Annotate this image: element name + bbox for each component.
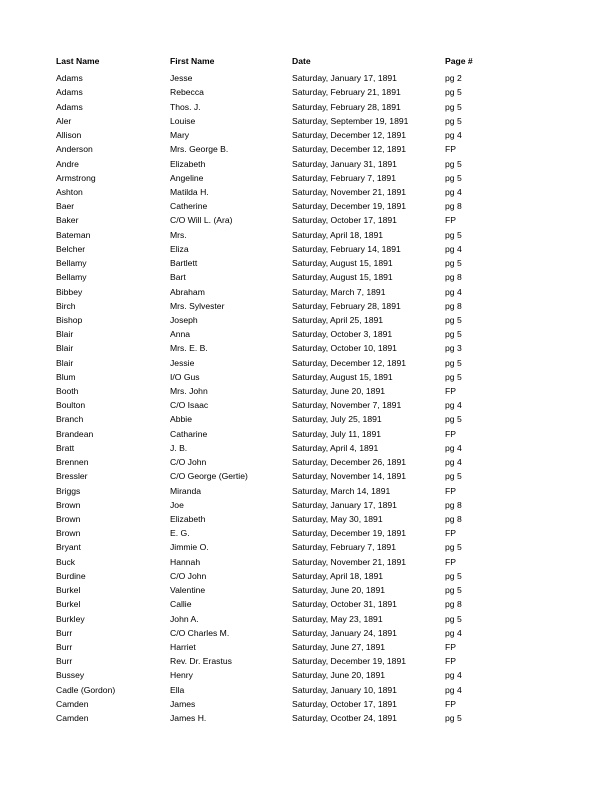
table-row	[56, 100, 556, 114]
cell-last-name: Bussey	[56, 670, 85, 681]
cell-page-number: pg 8	[445, 599, 462, 610]
table-row	[56, 654, 556, 668]
cell-last-name: Brown	[56, 528, 81, 539]
cell-first-name: Elizabeth	[170, 158, 206, 169]
column-header-first-name: First Name	[170, 56, 215, 66]
cell-first-name: James	[170, 698, 196, 709]
cell-first-name: Louise	[170, 115, 196, 126]
table-row	[56, 683, 556, 697]
cell-date: Saturday, July 11, 1891	[292, 428, 382, 439]
cell-date: Saturday, April 25, 1891	[292, 314, 384, 325]
cell-last-name: Bellamy	[56, 258, 87, 269]
cell-date: Saturday, June 27, 1891	[292, 641, 386, 652]
cell-page-number: FP	[445, 656, 456, 667]
cell-date: Saturday, October 17, 1891	[292, 215, 397, 226]
cell-date: Saturday, February 7, 1891	[292, 542, 396, 553]
cell-date: Saturday, November 21, 1891	[292, 186, 407, 197]
cell-last-name: Camden	[56, 713, 89, 724]
table-row	[56, 597, 556, 611]
cell-date: Saturday, June 20, 1891	[292, 585, 386, 596]
cell-first-name: Mrs.	[170, 229, 187, 240]
cell-first-name: C/O John	[170, 457, 207, 468]
cell-page-number: FP	[445, 215, 456, 226]
cell-first-name: C/O Charles M.	[170, 627, 230, 638]
table-row	[56, 697, 556, 711]
cell-last-name: Brennen	[56, 457, 89, 468]
cell-last-name: Adams	[56, 73, 83, 84]
cell-date: Saturday, Ocotber 24, 1891	[292, 713, 397, 724]
cell-first-name: Abbie	[170, 414, 192, 425]
cell-last-name: Branch	[56, 414, 84, 425]
cell-first-name: James H.	[170, 713, 207, 724]
cell-last-name: Brandean	[56, 428, 94, 439]
cell-last-name: Booth	[56, 386, 79, 397]
cell-date: Saturday, November 7, 1891	[292, 400, 402, 411]
cell-last-name: Blum	[56, 371, 76, 382]
cell-last-name: Armstrong	[56, 172, 96, 183]
table-row	[56, 213, 556, 227]
cell-first-name: Elizabeth	[170, 514, 206, 524]
cell-last-name: Briggs	[56, 485, 81, 496]
table-row	[56, 256, 556, 270]
cell-date: Saturday, January 31, 1891	[292, 158, 397, 169]
cell-page-number: pg 2	[445, 73, 462, 84]
table-row	[56, 313, 556, 327]
cell-page-number: pg 5	[445, 229, 462, 240]
cell-date: Saturday, December 12, 1891	[292, 357, 407, 368]
cell-last-name: Aler	[56, 115, 72, 126]
cell-first-name: Angeline	[170, 172, 204, 183]
cell-date: Saturday, January 24, 1891	[292, 627, 397, 638]
cell-date: Saturday, December 19, 1891	[292, 656, 407, 667]
cell-page-number: pg 4	[445, 442, 462, 453]
table-row	[56, 228, 556, 242]
cell-date: Saturday, March 7, 1891	[292, 286, 386, 297]
cell-first-name: Eliza	[170, 243, 189, 254]
cell-first-name: C/O George (Gertie)	[170, 471, 248, 482]
cell-first-name: Jimmie O.	[170, 542, 209, 553]
cell-date: Saturday, March 14, 1891	[292, 485, 391, 496]
cell-date: Saturday, November 21, 1891	[292, 556, 407, 567]
cell-first-name: Anna	[170, 329, 191, 340]
table-row	[56, 128, 556, 142]
cell-last-name: Baker	[56, 215, 79, 226]
cell-date: Saturday, February 14, 1891	[292, 243, 401, 254]
table-row	[56, 285, 556, 299]
cell-page-number: pg 4	[445, 457, 462, 468]
column-header-page: Page #	[445, 56, 473, 66]
table-row	[56, 270, 556, 284]
cell-last-name: Bratt	[56, 442, 75, 453]
table-row	[56, 71, 556, 85]
cell-date: Saturday, December 19, 1891	[292, 528, 407, 539]
table-header-row	[56, 54, 556, 71]
table-row	[56, 640, 556, 654]
cell-first-name: John A.	[170, 613, 199, 624]
cell-page-number: pg 5	[445, 329, 462, 340]
table-row	[56, 469, 556, 483]
cell-date: Saturday, October 10, 1891	[292, 343, 397, 354]
cell-first-name: Rev. Dr. Erastus	[170, 656, 232, 667]
cell-last-name: Burkel	[56, 599, 81, 610]
cell-page-number: FP	[445, 528, 456, 539]
table-row	[56, 569, 556, 583]
cell-date: Saturday, December 19, 1891	[292, 201, 407, 212]
cell-first-name: Bart	[170, 272, 186, 283]
cell-page-number: pg 3	[445, 343, 462, 354]
cell-last-name: Belcher	[56, 243, 86, 254]
cell-date: Saturday, April 18, 1891	[292, 570, 384, 581]
column-header-date: Date	[292, 56, 311, 66]
cell-page-number: FP	[445, 386, 456, 397]
cell-date: Saturday, May 30, 1891	[292, 514, 383, 524]
cell-date: Saturday, October 3, 1891	[292, 329, 393, 340]
cell-last-name: Bateman	[56, 229, 91, 240]
cell-first-name: Bartlett	[170, 258, 198, 269]
cell-last-name: Burr	[56, 627, 73, 638]
cell-first-name: Henry	[170, 670, 193, 681]
cell-page-number: FP	[445, 485, 456, 496]
table-row	[56, 540, 556, 554]
cell-last-name: Bellamy	[56, 272, 87, 283]
cell-first-name: E. G.	[170, 528, 190, 539]
table-row	[56, 555, 556, 569]
cell-page-number: FP	[445, 144, 456, 155]
cell-date: Saturday, August 15, 1891	[292, 272, 393, 283]
table-row	[56, 114, 556, 128]
cell-page-number: pg 5	[445, 713, 462, 724]
cell-first-name: J. B.	[170, 442, 188, 453]
cell-last-name: Anderson	[56, 144, 93, 155]
cell-page-number: pg 5	[445, 87, 462, 98]
cell-page-number: pg 8	[445, 499, 462, 510]
cell-date: Saturday, February 21, 1891	[292, 87, 401, 98]
table-body	[56, 71, 556, 725]
cell-first-name: Thos. J.	[170, 101, 201, 112]
cell-page-number: FP	[445, 641, 456, 652]
cell-last-name: Bibbey	[56, 286, 83, 297]
cell-last-name: Baer	[56, 201, 75, 212]
cell-date: Saturday, January 10, 1891	[292, 684, 397, 695]
cell-last-name: Burr	[56, 656, 73, 667]
cell-first-name: C/O John	[170, 570, 207, 581]
column-header-last-name: Last Name	[56, 56, 100, 66]
cell-last-name: Camden	[56, 698, 89, 709]
table-row	[56, 498, 556, 512]
index-table	[56, 54, 556, 725]
cell-page-number: pg 8	[445, 201, 462, 212]
cell-last-name: Allison	[56, 130, 82, 141]
cell-date: Saturday, August 15, 1891	[292, 371, 393, 382]
table-row	[56, 185, 556, 199]
table-row	[56, 384, 556, 398]
cell-date: Saturday, July 25, 1891	[292, 414, 382, 425]
cell-first-name: Catherine	[170, 201, 208, 212]
table-row	[56, 142, 556, 156]
cell-page-number: pg 8	[445, 272, 462, 283]
cell-last-name: Burdine	[56, 570, 86, 581]
table-row	[56, 299, 556, 313]
cell-page-number: pg 5	[445, 258, 462, 269]
cell-page-number: pg 5	[445, 585, 462, 596]
cell-date: Saturday, April 18, 1891	[292, 229, 384, 240]
cell-last-name: Adams	[56, 101, 83, 112]
table-row	[56, 427, 556, 441]
cell-date: Saturday, December 26, 1891	[292, 457, 407, 468]
cell-first-name: Valentine	[170, 585, 206, 596]
table-row	[56, 711, 556, 725]
cell-first-name: Jessie	[170, 357, 195, 368]
cell-date: Saturday, December 12, 1891	[292, 130, 407, 141]
table-row	[56, 171, 556, 185]
cell-last-name: Adams	[56, 87, 83, 98]
table-row	[56, 398, 556, 412]
cell-last-name: Buck	[56, 556, 76, 567]
table-row	[56, 370, 556, 384]
cell-date: Saturday, June 20, 1891	[292, 386, 386, 397]
cell-date: Saturday, June 20, 1891	[292, 670, 386, 681]
table-row	[56, 157, 556, 171]
cell-last-name: Bryant	[56, 542, 81, 553]
cell-page-number: pg 4	[445, 186, 462, 197]
cell-date: Saturday, April 4, 1891	[292, 442, 379, 453]
cell-first-name: Jesse	[170, 73, 193, 84]
cell-last-name: Andre	[56, 158, 79, 169]
cell-first-name: Ella	[170, 684, 185, 695]
cell-page-number: FP	[445, 698, 456, 709]
cell-last-name: Burkel	[56, 585, 81, 596]
cell-last-name: Birch	[56, 300, 76, 311]
cell-page-number: pg 4	[445, 130, 462, 141]
cell-first-name: Joe	[170, 499, 184, 510]
cell-page-number: pg 4	[445, 243, 462, 254]
table-row	[56, 455, 556, 469]
cell-first-name: Rebecca	[170, 87, 204, 98]
cell-page-number: FP	[445, 428, 456, 439]
cell-date: Saturday, December 12, 1891	[292, 144, 407, 155]
cell-last-name: Ashton	[56, 186, 83, 197]
cell-first-name: Harriet	[170, 641, 196, 652]
cell-last-name: Blair	[56, 357, 74, 368]
cell-first-name: Catharine	[170, 428, 208, 439]
table-row	[56, 327, 556, 341]
cell-date: Saturday, May 23, 1891	[292, 613, 383, 624]
cell-page-number: pg 4	[445, 400, 462, 411]
table-row	[56, 85, 556, 99]
cell-date: Saturday, October 17, 1891	[292, 698, 397, 709]
table-row	[56, 242, 556, 256]
table-row	[56, 441, 556, 455]
cell-last-name: Boulton	[56, 400, 86, 411]
table-header	[56, 54, 556, 71]
table-row	[56, 356, 556, 370]
cell-page-number: pg 5	[445, 414, 462, 425]
cell-first-name: Mrs. John	[170, 386, 208, 397]
cell-page-number: pg 4	[445, 627, 462, 638]
cell-first-name: Joseph	[170, 314, 198, 325]
cell-first-name: Hannah	[170, 556, 201, 567]
cell-page-number: pg 8	[445, 514, 462, 524]
cell-first-name: I/O Gus	[170, 371, 200, 382]
cell-page-number: pg 8	[445, 300, 462, 311]
cell-last-name: Blair	[56, 329, 74, 340]
cell-page-number: pg 5	[445, 314, 462, 325]
cell-date: Saturday, February 7, 1891	[292, 172, 396, 183]
cell-page-number: pg 4	[445, 670, 462, 681]
cell-last-name: Blair	[56, 343, 74, 354]
cell-page-number: pg 5	[445, 371, 462, 382]
cell-date: Saturday, January 17, 1891	[292, 73, 397, 84]
cell-first-name: Matilda H.	[170, 186, 209, 197]
cell-date: Saturday, February 28, 1891	[292, 300, 401, 311]
table-row	[56, 626, 556, 640]
table-row	[56, 484, 556, 498]
cell-last-name: Burkley	[56, 613, 85, 624]
cell-date: Saturday, January 17, 1891	[292, 499, 397, 510]
cell-first-name: Mrs. E. B.	[170, 343, 208, 354]
cell-page-number: pg 4	[445, 286, 462, 297]
cell-first-name: Mrs. George B.	[170, 144, 229, 155]
cell-page-number: pg 4	[445, 684, 462, 695]
cell-page-number: pg 5	[445, 570, 462, 581]
table-row	[56, 199, 556, 213]
table-row	[56, 583, 556, 597]
table-row	[56, 612, 556, 626]
cell-page-number: pg 5	[445, 172, 462, 183]
cell-last-name: Brown	[56, 514, 81, 524]
cell-first-name: C/O Isaac	[170, 400, 209, 411]
table-row	[56, 668, 556, 682]
cell-first-name: Miranda	[170, 485, 202, 496]
cell-page-number: pg 5	[445, 542, 462, 553]
cell-first-name: Mary	[170, 130, 190, 141]
cell-page-number: pg 5	[445, 101, 462, 112]
cell-page-number: pg 5	[445, 471, 462, 482]
cell-first-name: Abraham	[170, 286, 205, 297]
table-row	[56, 512, 556, 526]
cell-page-number: FP	[445, 556, 456, 567]
cell-page-number: pg 5	[445, 357, 462, 368]
table-row	[56, 526, 556, 540]
cell-page-number: pg 5	[445, 115, 462, 126]
cell-last-name: Burr	[56, 641, 73, 652]
cell-last-name: Bressler	[56, 471, 88, 482]
cell-last-name: Bishop	[56, 314, 83, 325]
table-row	[56, 412, 556, 426]
cell-date: Saturday, February 28, 1891	[292, 101, 401, 112]
cell-first-name: Callie	[170, 599, 192, 610]
cell-page-number: pg 5	[445, 158, 462, 169]
cell-date: Saturday, November 14, 1891	[292, 471, 407, 482]
cell-date: Saturday, September 19, 1891	[292, 115, 409, 126]
cell-page-number: pg 5	[445, 613, 462, 624]
table-row	[56, 341, 556, 355]
cell-first-name: Mrs. Sylvester	[170, 300, 225, 311]
cell-last-name: Cadle (Gordon)	[56, 684, 116, 695]
cell-first-name: C/O Will L. (Ara)	[170, 215, 233, 226]
cell-last-name: Brown	[56, 499, 81, 510]
cell-date: Saturday, August 15, 1891	[292, 258, 393, 269]
cell-date: Saturday, October 31, 1891	[292, 599, 397, 610]
